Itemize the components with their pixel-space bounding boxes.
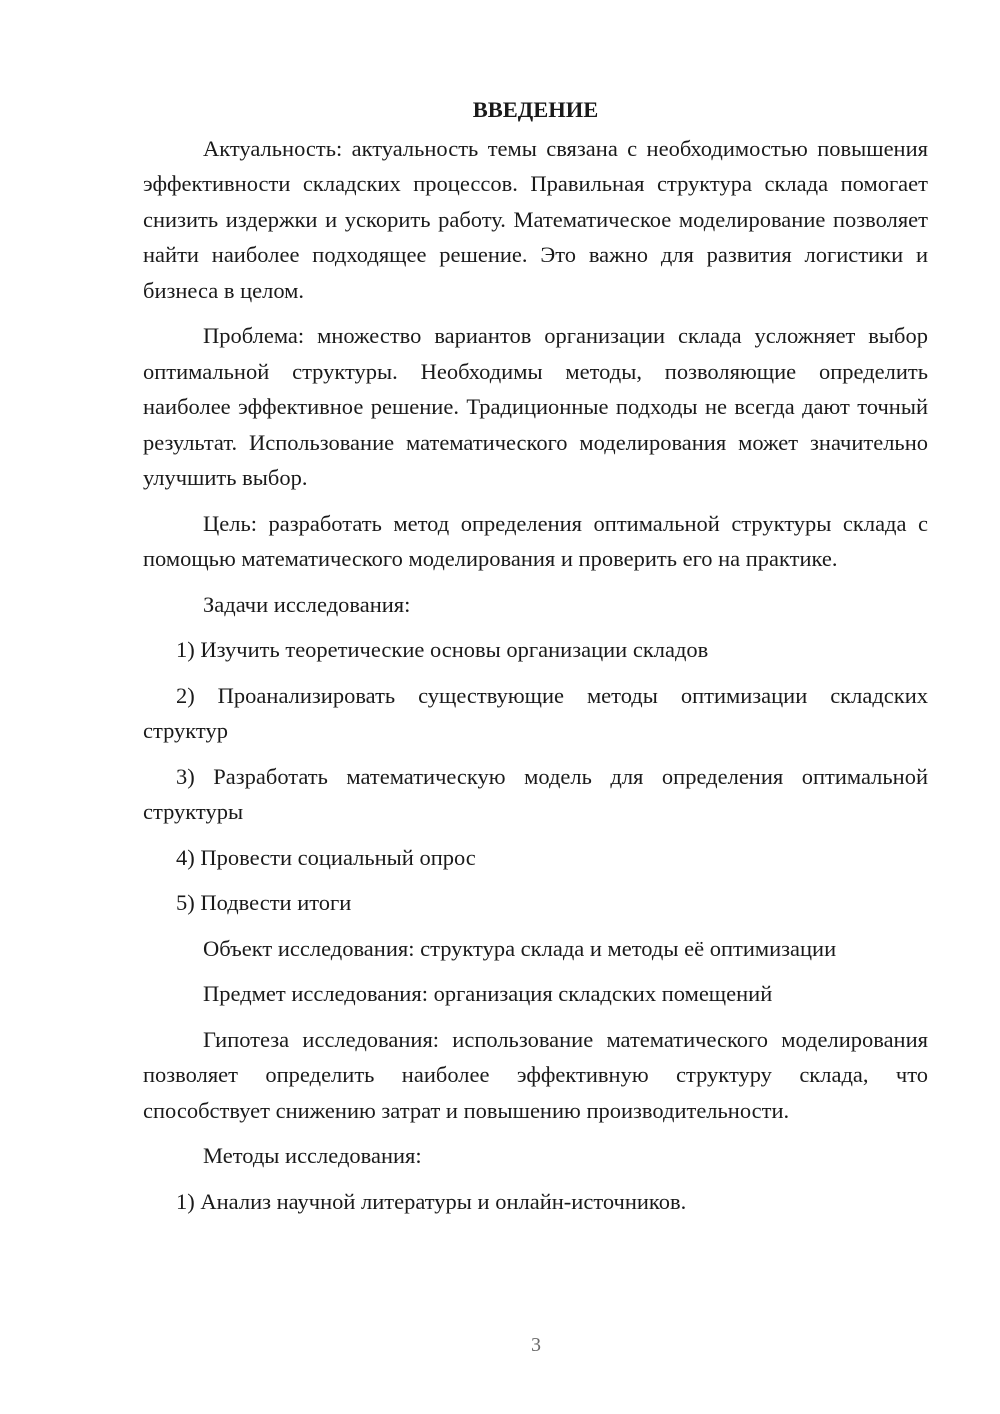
relevance-paragraph: Актуальность: актуальность темы связана с необходимостью повышения эффективности складских процессов. Правильная структура склада помогает снизить издержки и ускорить работу. Математическое моделирование позволяет найти наиболее подходящее решение. Это важно для развития логистики и бизнеса в целом. <box>143 135 928 303</box>
task-item-1: 1) Изучить теоретические основы организации складов <box>176 637 709 662</box>
subject-paragraph: Предмет исследования: организация складских помещений <box>203 981 773 1006</box>
task-item-5: 5) Подвести итоги <box>176 890 352 915</box>
page-content <box>143 92 928 1229</box>
methods-heading: Методы исследования: <box>203 1143 422 1168</box>
goal-paragraph: Цель: разработать метод определения оптимальной структуры склада с помощью математического моделирования и проверить его на практике. <box>143 510 928 571</box>
method-item-1: 1) Анализ научной литературы и онлайн-источников. <box>176 1188 687 1214</box>
hypothesis-paragraph: Гипотеза исследования: использование математического моделирования позволяет определить наиболее эффективную структуру склада, что способствует снижению затрат и повышению производительности. <box>143 1026 928 1123</box>
task-item-4: 4) Провести социальный опрос <box>176 844 476 870</box>
object-paragraph: Объект исследования: структура склада и методы её оптимизации <box>203 935 837 961</box>
task-item-2: 2) Проанализировать существующие методы оптимизации складских структур <box>143 682 928 743</box>
task-item-3: 3) Разработать математическую модель для определения оптимальной структуры <box>143 763 928 824</box>
page-number: 3 <box>531 1334 541 1356</box>
page-title: ВВЕДЕНИЕ <box>472 97 599 122</box>
tasks-heading: Задачи исследования: <box>203 591 411 617</box>
problem-paragraph: Проблема: множество вариантов организации склада усложняет выбор оптимальной структуры. Необходимы методы, позволяющие определить наиболее эффективное решение. Традиционные подходы не всегда дают точный результат. Использование математического моделирования может значительно улучшить выбор. <box>143 323 928 490</box>
